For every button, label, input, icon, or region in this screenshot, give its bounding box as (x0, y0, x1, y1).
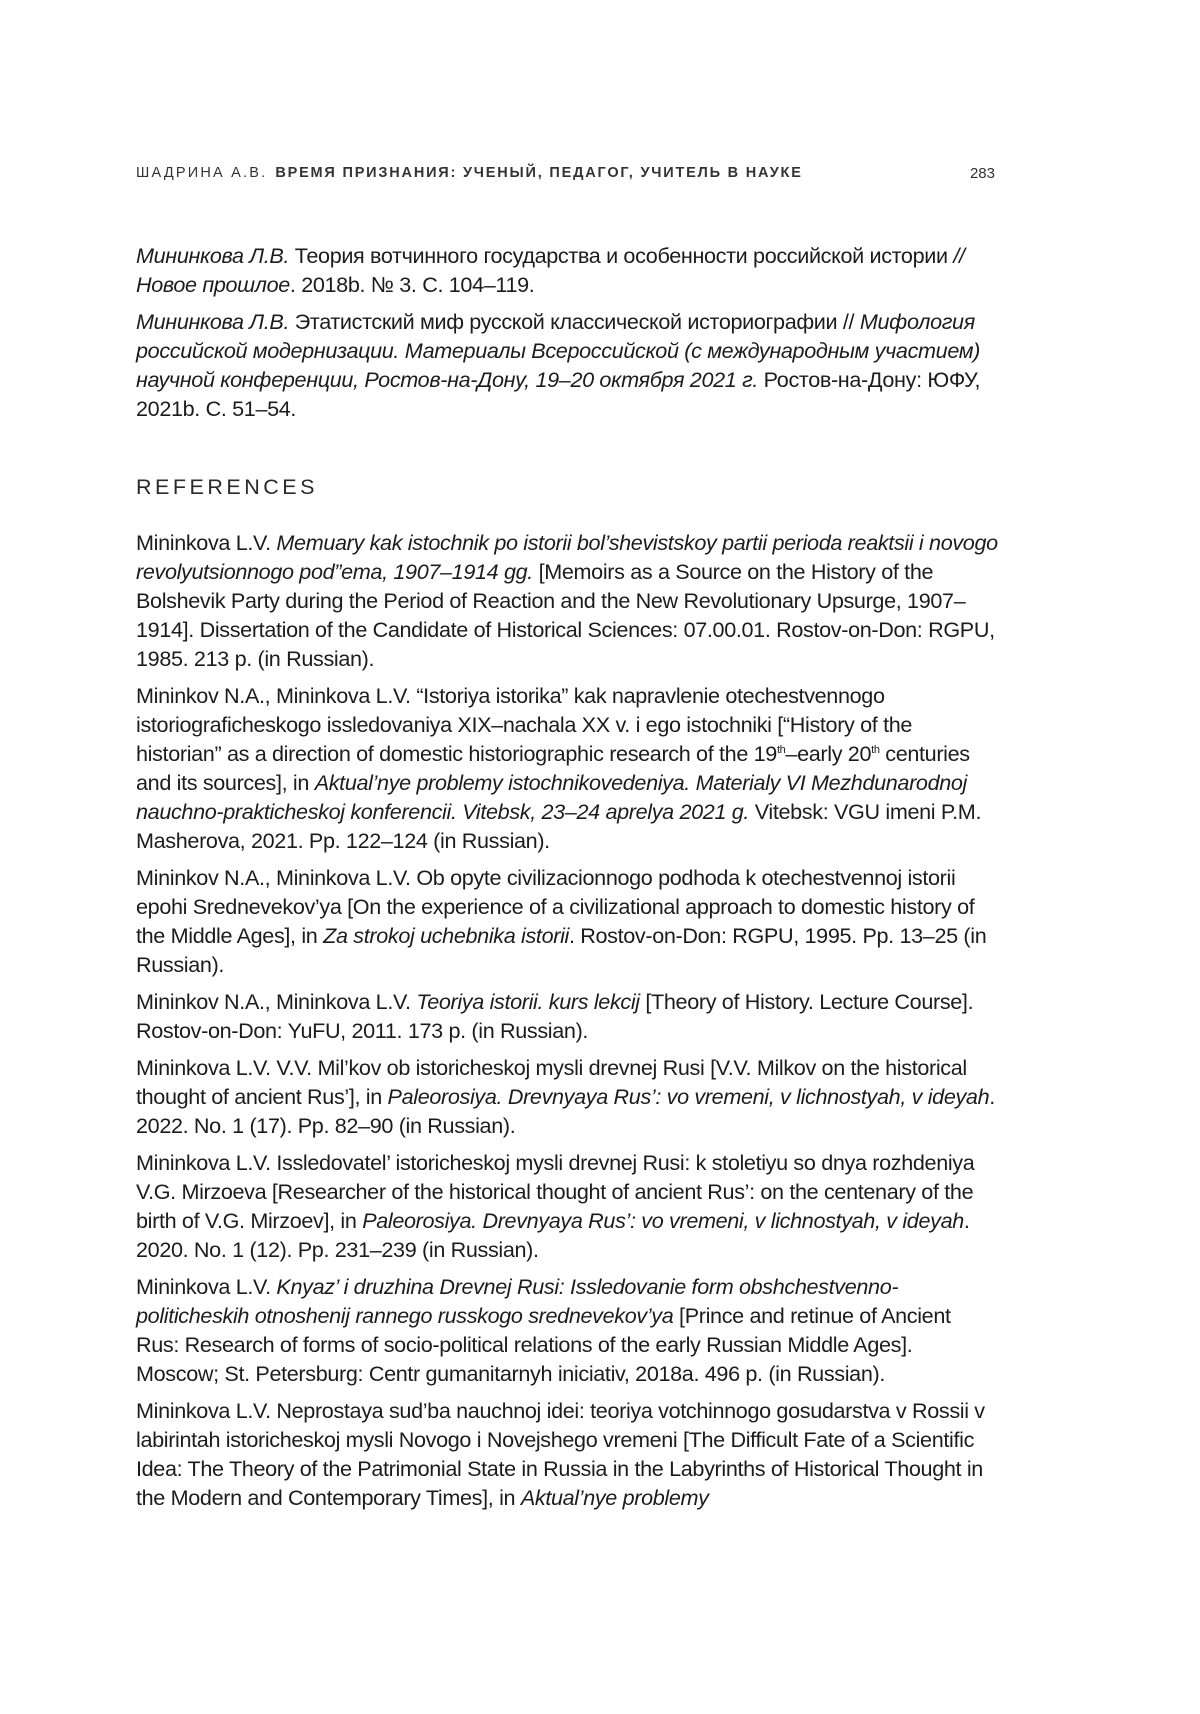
reference-entry: Mininkova L.V. Memuary kak istochnik po istorii bol’shevistskoy partii perioda reaktsii i novogo revolyutsionnogo pod”ema, 1907–1914 gg. [Memoirs as a Source on the History of the Bolshevik Party during the Period of Reaction and the New Revolutionary Upsurge, 1907–1914]. Dissertation of the Candidate of Historical Sciences: 07.00.01. Rostov-on-Don: RGPU, 1985. 213 p. (in Russian). (136, 528, 998, 673)
reference-entry: Mininkov N.A., Mininkova L.V. “Istoriya istorika” kak napravlenie otechestvennogo istoriograficheskogo issledovaniya XIX–nachala XX v. i ego istochniki [“History of the historian” as a direction of domestic historiographic research of the 19th–early 20th centuries and its sources], in Aktual’nye problemy istochnikovedeniya. Materialy VI Mezhdunarodnoj nauchno-prakticheskoj konferencii. Vitebsk, 23–24 aprelya 2021 g. Vitebsk: VGU imeni P.M. Masherova, 2021. Pp. 122–124 (in Russian). (136, 681, 998, 855)
reference-entry: Mininkova L.V. Neprostaya sud’ba nauchnoj idei: teoriya votchinnogo gosudarstva v Rossii v labirintah istoricheskoj mysli Novogo i Novejshego vremeni [The Difficult Fate of a Scientific Idea: The Theory of the Patrimonial State in Russia in the Labyrinths of Historical Thought in the Modern and Contemporary Times], in Aktual’nye problemy (136, 1396, 998, 1512)
reference-entry: Mininkov N.A., Mininkova L.V. Ob opyte civilizacionnogo podhoda k otechestvennoj istorii epohi Srednevekov’ya [On the experience of a civilizational approach to domestic history of the Middle Ages], in Za strokoj uchebnika istorii. Rostov-on-Don: RGPU, 1995. Pp. 13–25 (in Russian). (136, 863, 998, 979)
header-title: ВРЕМЯ ПРИЗНАНИЯ: УЧЕНЫЙ, ПЕДАГОГ, УЧИТЕЛЬ В НАУКЕ (275, 165, 802, 181)
running-header (136, 165, 995, 189)
bibliography-entry: Мининкова Л.В. Теория вотчинного государства и особенности российской истории // Новое прошлое. 2018b. № 3. С. 104–119. (136, 241, 998, 299)
bibliography-entry: Мининкова Л.В. Этатистский миф русской классической историографии // Мифология российской модернизации. Материалы Всероссийской (с международным участием) научной конференции, Ростов-на-Дону, 19–20 октября 2021 г. Ростов-на-Дону: ЮФУ, 2021b. С. 51–54. (136, 307, 998, 423)
reference-entry: Mininkova L.V. Issledovatel’ istoricheskoj mysli drevnej Rusi: k stoletiyu so dnya rozhdeniya V.G. Mirzoeva [Researcher of the historical thought of ancient Rus’: on the centenary of the birth of V.G. Mirzoev], in Paleorosiya. Drevnyaya Rus’: vo vremeni, v lichnostyah, v ideyah. 2020. No. 1 (12). Pp. 231–239 (in Russian). (136, 1148, 998, 1264)
references-heading: REFERENCES (136, 473, 998, 502)
page-number: 283 (970, 165, 995, 182)
reference-entry: Mininkova L.V. Knyaz’ i druzhina Drevnej Rusi: Issledovanie form obshchestvenno-politicheskih otnoshenij rannego russkogo srednevekov’ya [Prince and retinue of Ancient Rus: Research of forms of socio-political relations of the early Russian Middle Ages]. Moscow; St. Petersburg: Centr gumanitarnyh iniciativ, 2018a. 496 p. (in Russian). (136, 1272, 998, 1388)
header-authors: ШАДРИНА А.В. (136, 165, 267, 181)
page-body (136, 241, 998, 1520)
reference-entry: Mininkov N.A., Mininkova L.V. Teoriya istorii. kurs lekcij [Theory of History. Lecture Course]. Rostov-on-Don: YuFU, 2011. 173 p. (in Russian). (136, 987, 998, 1045)
reference-entry: Mininkova L.V. V.V. Mil’kov ob istoricheskoj mysli drevnej Rusi [V.V. Milkov on the historical thought of ancient Rus’], in Paleorosiya. Drevnyaya Rus’: vo vremeni, v lichnostyah, v ideyah. 2022. No. 1 (17). Pp. 82–90 (in Russian). (136, 1053, 998, 1140)
